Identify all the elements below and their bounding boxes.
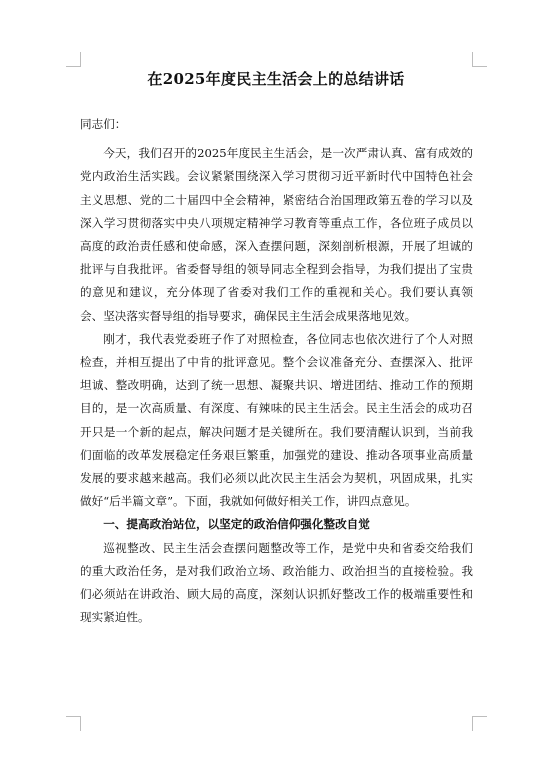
body-paragraph: 今天，我们召开的2025年度民主生活会，是一次严肃认真、富有成效的党内政治生活实践。会议紧紧围绕深入学习贯彻习近平新时代中国特色社会主义思想、党的二十届四中全会精神，紧密结合治国理政第五卷的学习以及深入学习贯彻落实中央八项规定精神学习教育等重点工作，各位班子成员以高度的政治责任感和使命感，深入查摆问题，深刻剖析根源，开展了坦诚的批评与自我批评。省委督导组的领导同志全程到会指导，为我们提出了宝贵的意见和建议，充分体现了省委对我们工作的重视和关心。我们要认真领会、坚决落实督导组的指导要求，确保民主生活会成果落地见效。 bbox=[80, 146, 473, 323]
margin-corner-mark bbox=[66, 52, 81, 67]
margin-corner-mark bbox=[472, 52, 487, 67]
margin-corner-mark bbox=[66, 716, 81, 731]
body-paragraph: 巡视整改、民主生活会查摆问题整改等工作，是党中央和省委交给我们的重大政治任务，是对我们政治立场、政治能力、政治担当的直接检验。我们必须站在讲政治、顾大局的高度，深刻认识抓好整改工作的极端重要性和现实紧迫性。 bbox=[80, 540, 473, 625]
document-title: 在2025年度民主生活会上的总结讲话 bbox=[147, 70, 405, 88]
section-heading: 一、提高政治站位，以坚定的政治信仰强化整改自觉 bbox=[103, 517, 370, 532]
greeting: 同志们： bbox=[80, 117, 127, 131]
margin-corner-mark bbox=[472, 716, 487, 731]
body-paragraph: 刚才，我代表党委班子作了对照检查，各位同志也依次进行了个人对照检查，并相互提出了中肯的批评意见。整个会议准备充分、查摆深入、批评坦诚、整改明确，达到了统一思想、凝聚共识、增进团结、推动工作的预期目的，是一次高质量、有深度、有辣味的民主生活会。民主生活会的成功召开只是一个新的起点，解决问题才是关键所在。我们要清醒认识到，当前我们面临的改革发展稳定任务艰巨繁重，加强党的建设、推动各项事业高质量发展的要求越来越高。我们必须以此次民主生活会为契机，巩固成果，扎实做好“后半篇文章”。下面，我就如何做好相关工作，讲四点意见。 bbox=[80, 331, 473, 509]
document-body bbox=[80, 113, 473, 629]
